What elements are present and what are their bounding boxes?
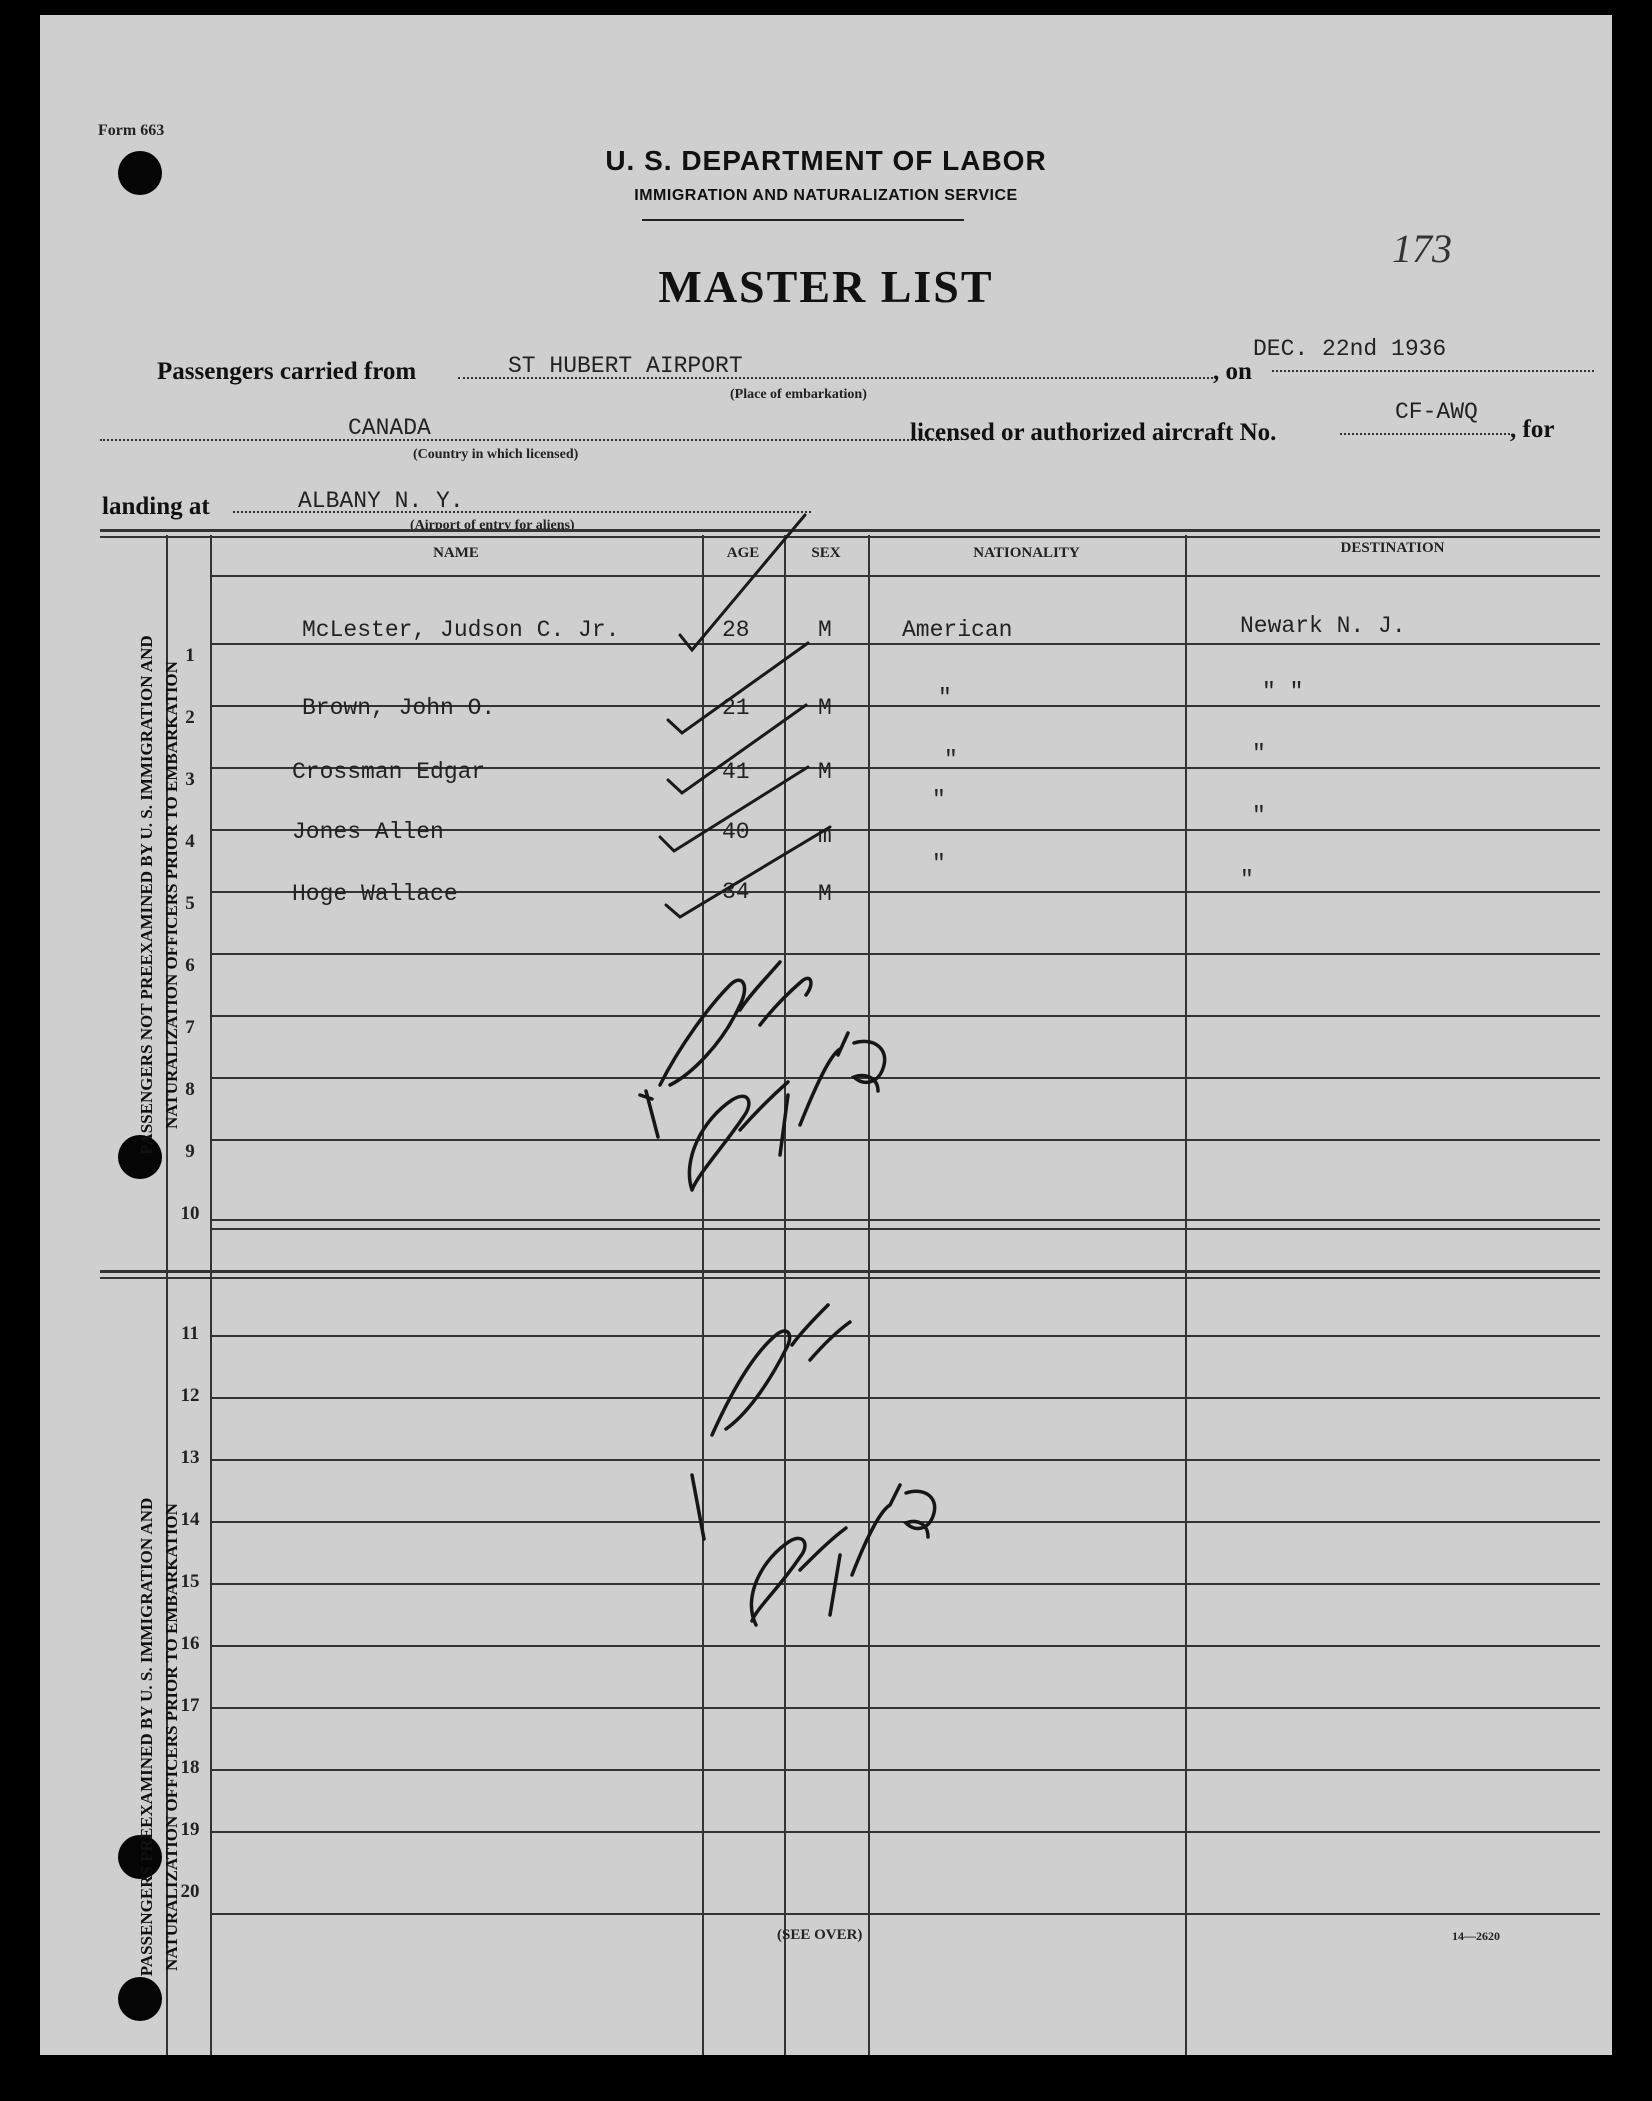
passenger-destination: Newark N. J. [1240, 613, 1406, 639]
passenger-age: 34 [722, 879, 750, 905]
passenger-nationality: " [938, 685, 952, 711]
handwritten-notation-top [640, 962, 885, 1190]
row-number: 17 [180, 1695, 200, 1716]
row-number: 18 [180, 1757, 200, 1778]
passenger-sex: M [818, 617, 832, 643]
passenger-name: Jones Allen [292, 819, 444, 845]
document-page [40, 15, 1612, 2055]
row-number: 20 [180, 1881, 200, 1902]
passenger-destination: " " [1262, 679, 1304, 705]
column-header-nationality: NATIONALITY [973, 545, 1080, 561]
carried-from-label: Passengers carried from [157, 358, 417, 385]
see-over-note: (SEE OVER) [777, 1927, 863, 1943]
handwritten-notation-bottom [692, 1305, 935, 1625]
aircraft-label: licensed or authorized aircraft No. [910, 419, 1277, 446]
row-number: 4 [185, 831, 195, 852]
country-value: CANADA [348, 415, 431, 441]
date-value: DEC. 22nd 1936 [1253, 336, 1447, 362]
side-label-not-preexamined: PASSENGERS NOT PREEXAMINED BY U. S. IMMIGRATION AND NATURALIZATION OFFICERS PRIOR TO EMBARKATION [137, 635, 181, 1155]
passenger-age: 41 [722, 759, 750, 785]
passenger-sex: m [818, 823, 832, 849]
handwriting-layer [40, 15, 1612, 2055]
passenger-destination: " [1240, 867, 1254, 893]
row-number: 10 [180, 1203, 200, 1224]
passenger-name: Hoge Wallace [292, 881, 458, 907]
row-number: 14 [180, 1509, 200, 1530]
passenger-nationality: " [932, 787, 946, 813]
passenger-nationality: American [902, 617, 1013, 643]
column-header-age: AGE [726, 545, 760, 561]
print-code: 14—2620 [1452, 1929, 1500, 1943]
check-mark [680, 515, 805, 650]
passenger-name: Crossman Edgar [292, 759, 486, 785]
row-number: 11 [181, 1323, 199, 1344]
row-number: 13 [180, 1447, 200, 1468]
passenger-nationality: " [932, 851, 946, 877]
row-number: 12 [180, 1385, 200, 1406]
landing-label: landing at [102, 493, 210, 520]
passenger-destination: " [1252, 803, 1266, 829]
passenger-age: 40 [722, 819, 750, 845]
row-number: 1 [185, 645, 195, 666]
passenger-name: Brown, John O. [302, 695, 496, 721]
landing-caption: (Airport of entry for aliens) [410, 518, 575, 533]
row-number: 19 [180, 1819, 200, 1840]
row-number: 3 [185, 769, 195, 790]
carried-from-caption: (Place of embarkation) [730, 387, 867, 402]
aircraft-value: CF-AWQ [1395, 399, 1478, 425]
page-title: MASTER LIST [658, 261, 994, 312]
passenger-sex: M [818, 695, 832, 721]
side-label-preexamined: PASSENGERS PREEXAMINED BY U. S. IMMIGRATION AND NATURALIZATION OFFICERS PRIOR TO EMBARKATION [137, 1497, 181, 1977]
row-number: 6 [185, 955, 195, 976]
service-heading: IMMIGRATION AND NATURALIZATION SERVICE [634, 187, 1018, 204]
row-number: 5 [185, 893, 195, 914]
column-header-sex: SEX [811, 545, 841, 561]
form-number: Form 663 [98, 122, 165, 139]
row-number: 16 [180, 1633, 200, 1654]
passenger-sex: M [818, 881, 832, 907]
passenger-nationality: " [944, 747, 958, 773]
landing-value: ALBANY N. Y. [298, 488, 464, 514]
carried-from-value: ST HUBERT AIRPORT [508, 353, 743, 379]
row-number: 8 [185, 1079, 195, 1100]
check-mark [660, 767, 808, 851]
row-number: 7 [185, 1017, 195, 1038]
row-number: 2 [185, 707, 195, 728]
passenger-destination: " [1252, 741, 1266, 767]
passenger-name: McLester, Judson C. Jr. [302, 617, 620, 643]
passenger-age: 28 [722, 617, 750, 643]
passenger-sex: M [818, 759, 832, 785]
row-number: 15 [180, 1571, 200, 1592]
column-header-destination: DESTINATION [1340, 540, 1445, 556]
for-label: , for [1510, 416, 1555, 443]
row-number: 9 [185, 1141, 195, 1162]
department-heading: U. S. DEPARTMENT OF LABOR [605, 145, 1047, 176]
on-label: , on [1213, 358, 1252, 385]
country-caption: (Country in which licensed) [413, 447, 579, 462]
page-number: 173 [1392, 226, 1452, 271]
column-header-name: NAME [433, 545, 479, 561]
passenger-age: 21 [722, 695, 750, 721]
